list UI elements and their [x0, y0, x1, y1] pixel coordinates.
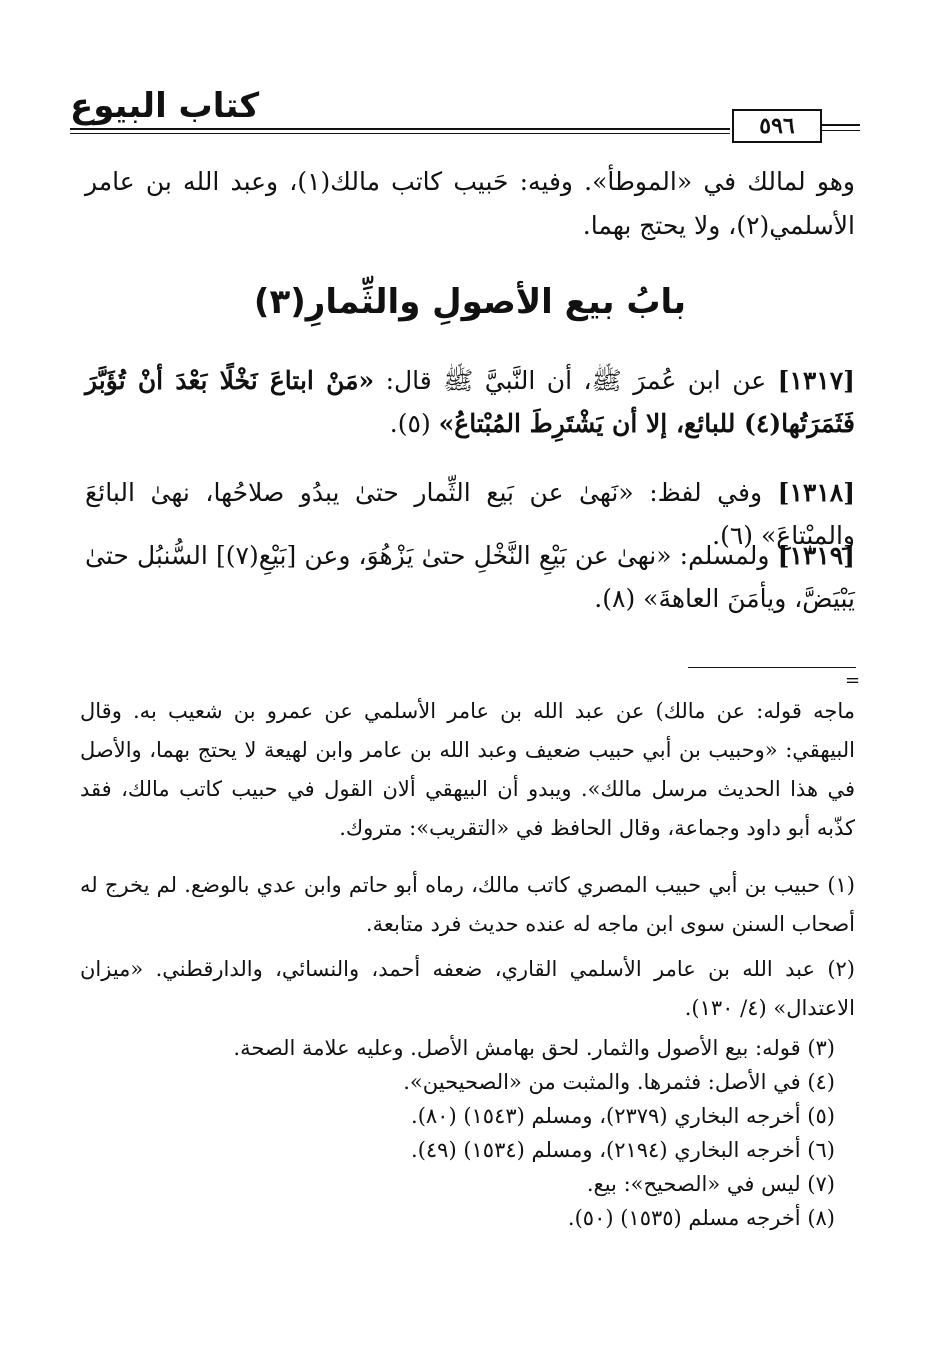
header-rule-thin [70, 133, 730, 134]
footnote-list [95, 1032, 835, 1236]
hadith-quote: «نَهىٰ عن بَيع الثِّمار حتىٰ يبدُو صلاحُها، نهىٰ البائعَ والمبْتاعَ» [85, 478, 855, 550]
hadith-tail: (٨). [594, 583, 636, 613]
hadith-lead: ولمسلم: [671, 541, 770, 570]
footnote-4: (٤) في الأصل: فثمرها. والمثبت من «الصحيحين». [403, 1070, 835, 1094]
footnote-5: (٥) أخرجه البخاري (٢٣٧٩)، ومسلم (١٥٤٣) (٨٠). [411, 1104, 835, 1128]
hadith-number: [١٣١٨] [777, 478, 856, 507]
hadith-number: [١٣١٧] [777, 366, 855, 395]
footnote-1: (١) حبيب بن أبي حبيب المصري كاتب مالك، رماه أبو حاتم وابن عدي بالوضع. لم يخرج له أصحاب السنن سوى ابن ماجه له عنده حديث فرد متابعة. [80, 873, 855, 936]
footnote-6: (٦) أخرجه البخاري (٢١٩٤)، ومسلم (١٥٣٤) (٤٩). [411, 1138, 835, 1162]
footnote-8: (٨) أخرجه مسلم (١٥٣٥) (٥٠). [567, 1206, 835, 1230]
running-title: كتاب البيوع [70, 86, 260, 126]
hadith-1317 [85, 360, 855, 445]
footnote-separator [688, 667, 856, 668]
hadith-lead: عن ابن عُمرَ ﷺ، أن النَّبيَّ ﷺ قال: [374, 366, 767, 395]
chapter-title: بابُ بيع الأصولِ والثِّمارِ(٣) [253, 282, 687, 322]
footnote-7: (٧) ليس في «الصحيح»: بيع. [586, 1172, 835, 1196]
footnote-continued: ماجه قوله: عن مالك) عن عبد الله بن عامر الأسلمي عن عمرو بن شعيب به. وقال البيهقي: «وحبيب بن أبي حبيب ضعيف وعبد الله بن عامر وابن لهيعة لا يحتج بهما، والأصل في هذا الحديث مرسل مالك». ويبدو أن البيهقي ألان القول في حبيب كاتب مالك، فقد كذّبه أبو داود وجماعة، وقال الحافظ في «التقريب»: متروك. [80, 699, 855, 840]
hadith-tail: (٥). [389, 408, 431, 438]
hadith-tail: (٦). [712, 520, 754, 550]
continuation-mark: = [845, 670, 861, 691]
hadith-number: [١٣١٩] [777, 541, 855, 570]
page-header [70, 86, 860, 146]
hadith-lead: وفي لفظ: [633, 478, 763, 507]
page-number: ٥٩٦ [732, 109, 822, 143]
hadith-quote: «مَنْ ابتاعَ نَخْلًا بَعْدَ أنْ تُؤَبَّرَ فَثَمَرَتُها(٤) للبائع، إلا أن يَشْتَرِطَ المُبْتاعُ» [85, 366, 855, 438]
header-rule-tail [822, 124, 860, 126]
header-rule-tail-thin [822, 130, 860, 131]
intro-paragraph: وهو لمالك في «الموطأ». وفيه: حَبيب كاتب مالك(١)، وعبد الله بن عامر الأسلمي(٢)، ولا يحتج بهما. [85, 167, 855, 240]
hadith-quote: «نهىٰ عن بَيْعِ النَّخْلِ حتىٰ يَزْهُوَ، وعن [بَيْعِ(٧)] السُّنبُل حتىٰ يَبْيَضَّ، ويأمَنَ العاهةَ» [85, 541, 855, 613]
footnote-3: (٣) قوله: بيع الأصول والثمار. لحق بهامش الأصل. وعليه علامة الصحة. [233, 1036, 835, 1060]
hadith-1319 [85, 535, 855, 620]
footnote-2: (٢) عبد الله بن عامر الأسلمي القاري، ضعفه أحمد، والنسائي، والدارقطني. «ميزان الاعتدال» (٤/ ١٣٠). [80, 957, 855, 1020]
header-rule [70, 128, 730, 130]
